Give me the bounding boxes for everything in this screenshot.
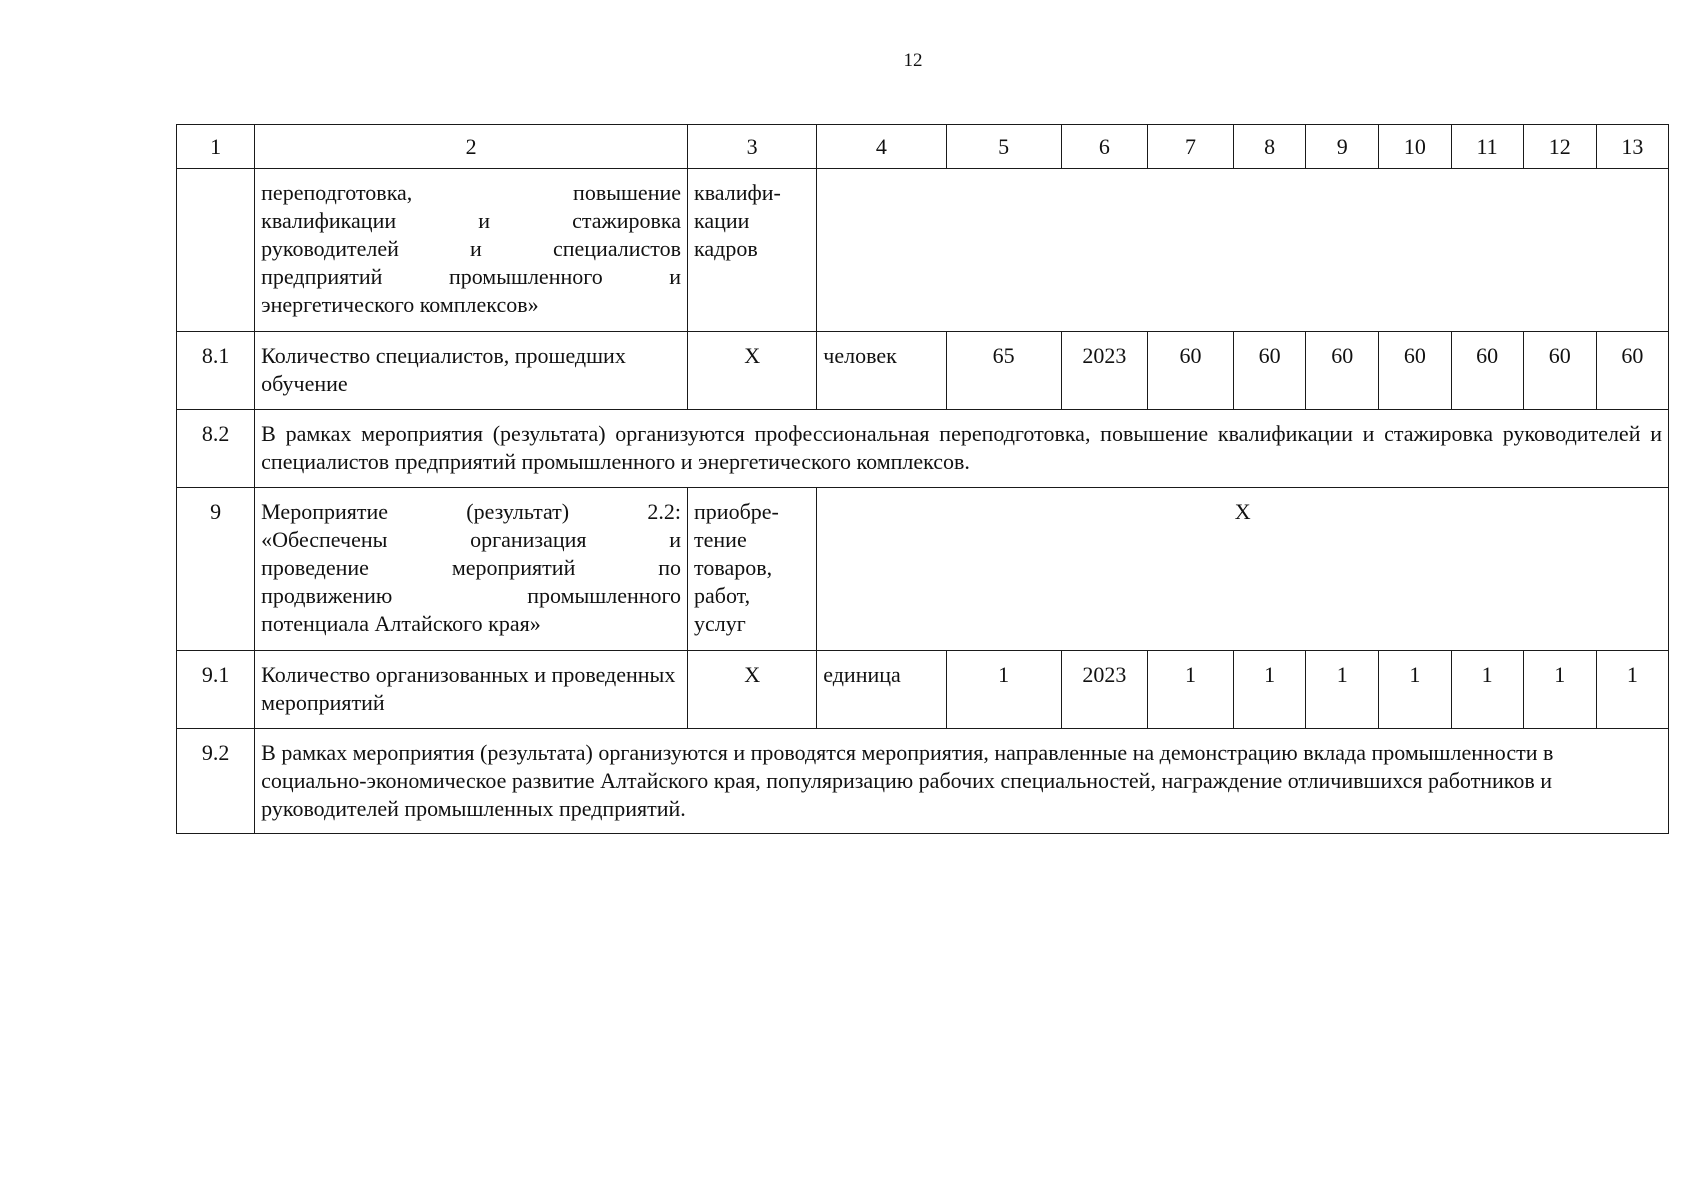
table-row-9-1 bbox=[177, 651, 1669, 729]
activity-name-line: продвижению промышленного bbox=[261, 583, 682, 608]
unit-cell: единица bbox=[817, 651, 946, 729]
activity-name-line: квалификации и стажировка bbox=[261, 208, 682, 233]
header-cell: 7 bbox=[1147, 125, 1233, 169]
value-cell: 1 bbox=[1306, 651, 1379, 729]
row-number-cell: 9 bbox=[177, 488, 255, 651]
page-number: 12 bbox=[903, 50, 923, 71]
activity-type-line: кадров bbox=[694, 236, 758, 261]
indicators-table bbox=[176, 124, 1669, 834]
indicator-name-cell: Количество организованных и проведенных мероприятий bbox=[255, 651, 688, 729]
value-cell: 60 bbox=[1147, 332, 1233, 410]
header-cell: 10 bbox=[1379, 125, 1451, 169]
value-cell: 60 bbox=[1523, 332, 1596, 410]
row-number-cell: 9.2 bbox=[177, 729, 255, 834]
activity-type-line: квалифи- bbox=[694, 180, 781, 205]
table-row-8-2 bbox=[177, 410, 1669, 488]
activity-name-line: Мероприятие (результат) 2.2: bbox=[261, 499, 682, 524]
activity-name-line: предприятий промышленного и bbox=[261, 264, 682, 289]
header-cell: 12 bbox=[1523, 125, 1596, 169]
activity-name-line: энергетического комплексов» bbox=[261, 292, 539, 317]
value-cell: 1 bbox=[1147, 651, 1233, 729]
description-cell: В рамках мероприятия (результата) организуются и проводятся мероприятия, направленные на демонстрацию вклада промышленности в социально-экономическое развитие Алтайского края, популяризацию рабочих специальностей, награждение отличившихся работников и руководителей промышленных предприятий. bbox=[255, 729, 1669, 834]
header-cell: 8 bbox=[1234, 125, 1306, 169]
header-cell: 1 bbox=[177, 125, 255, 169]
description-cell: В рамках мероприятия (результата) организуются профессиональная переподготовка, повышение квалификации и стажировка руководителей и специалистов предприятий промышленного и энергетического комплексов. bbox=[255, 410, 1669, 488]
indicator-type-cell: X bbox=[688, 332, 817, 410]
header-cell: 3 bbox=[688, 125, 817, 169]
value-cell: 1 bbox=[1596, 651, 1668, 729]
value-cell: 60 bbox=[1451, 332, 1523, 410]
activity-name-line: потенциала Алтайского края» bbox=[261, 611, 541, 636]
unit-cell: человек bbox=[817, 332, 946, 410]
table-row-continued bbox=[177, 169, 1669, 332]
merged-x-cell: X bbox=[817, 488, 1669, 651]
activity-name-line: руководителей и специалистов bbox=[261, 236, 682, 261]
value-cell: 1 bbox=[1523, 651, 1596, 729]
activity-type-line: услуг bbox=[694, 611, 746, 636]
header-cell: 2 bbox=[255, 125, 688, 169]
activity-type-line: приобре- bbox=[694, 499, 779, 524]
activity-type-line: товаров, bbox=[694, 555, 773, 580]
header-cell: 13 bbox=[1596, 125, 1668, 169]
header-cell: 4 bbox=[817, 125, 946, 169]
row-number-cell: 8.2 bbox=[177, 410, 255, 488]
activity-name-line: переподготовка, повышение bbox=[261, 180, 682, 205]
activity-name-line: «Обеспечены организация и bbox=[261, 527, 682, 552]
activity-name-line: проведение мероприятий по bbox=[261, 555, 682, 580]
row-number-cell: 9.1 bbox=[177, 651, 255, 729]
header-cell: 6 bbox=[1061, 125, 1147, 169]
indicator-type-cell: X bbox=[688, 651, 817, 729]
value-cell: 60 bbox=[1234, 332, 1306, 410]
activity-name-cell bbox=[255, 488, 688, 651]
value-cell: 1 bbox=[1451, 651, 1523, 729]
activity-name-cell bbox=[255, 169, 688, 332]
activity-type-cell bbox=[688, 169, 817, 332]
table-row-9-2 bbox=[177, 729, 1669, 834]
row-number-cell bbox=[177, 169, 255, 332]
value-cell: 60 bbox=[1306, 332, 1379, 410]
header-row bbox=[177, 125, 1669, 169]
header-cell: 5 bbox=[946, 125, 1061, 169]
value-cell: 60 bbox=[1379, 332, 1451, 410]
table-row-9 bbox=[177, 488, 1669, 651]
indicator-name-cell: Количество специалистов, прошедших обучение bbox=[255, 332, 688, 410]
value-cell: 1 bbox=[1379, 651, 1451, 729]
row-number-cell: 8.1 bbox=[177, 332, 255, 410]
value-cell: 1 bbox=[1234, 651, 1306, 729]
activity-type-line: кации bbox=[694, 208, 750, 233]
base-value-cell: 65 bbox=[946, 332, 1061, 410]
base-year-cell: 2023 bbox=[1061, 651, 1147, 729]
header-cell: 9 bbox=[1306, 125, 1379, 169]
table-row-8-1 bbox=[177, 332, 1669, 410]
activity-type-line: тение bbox=[694, 527, 747, 552]
merged-empty-cell bbox=[817, 169, 1669, 332]
header-cell: 11 bbox=[1451, 125, 1523, 169]
activity-type-cell bbox=[688, 488, 817, 651]
value-cell: 60 bbox=[1596, 332, 1668, 410]
activity-type-line: работ, bbox=[694, 583, 751, 608]
base-year-cell: 2023 bbox=[1061, 332, 1147, 410]
base-value-cell: 1 bbox=[946, 651, 1061, 729]
